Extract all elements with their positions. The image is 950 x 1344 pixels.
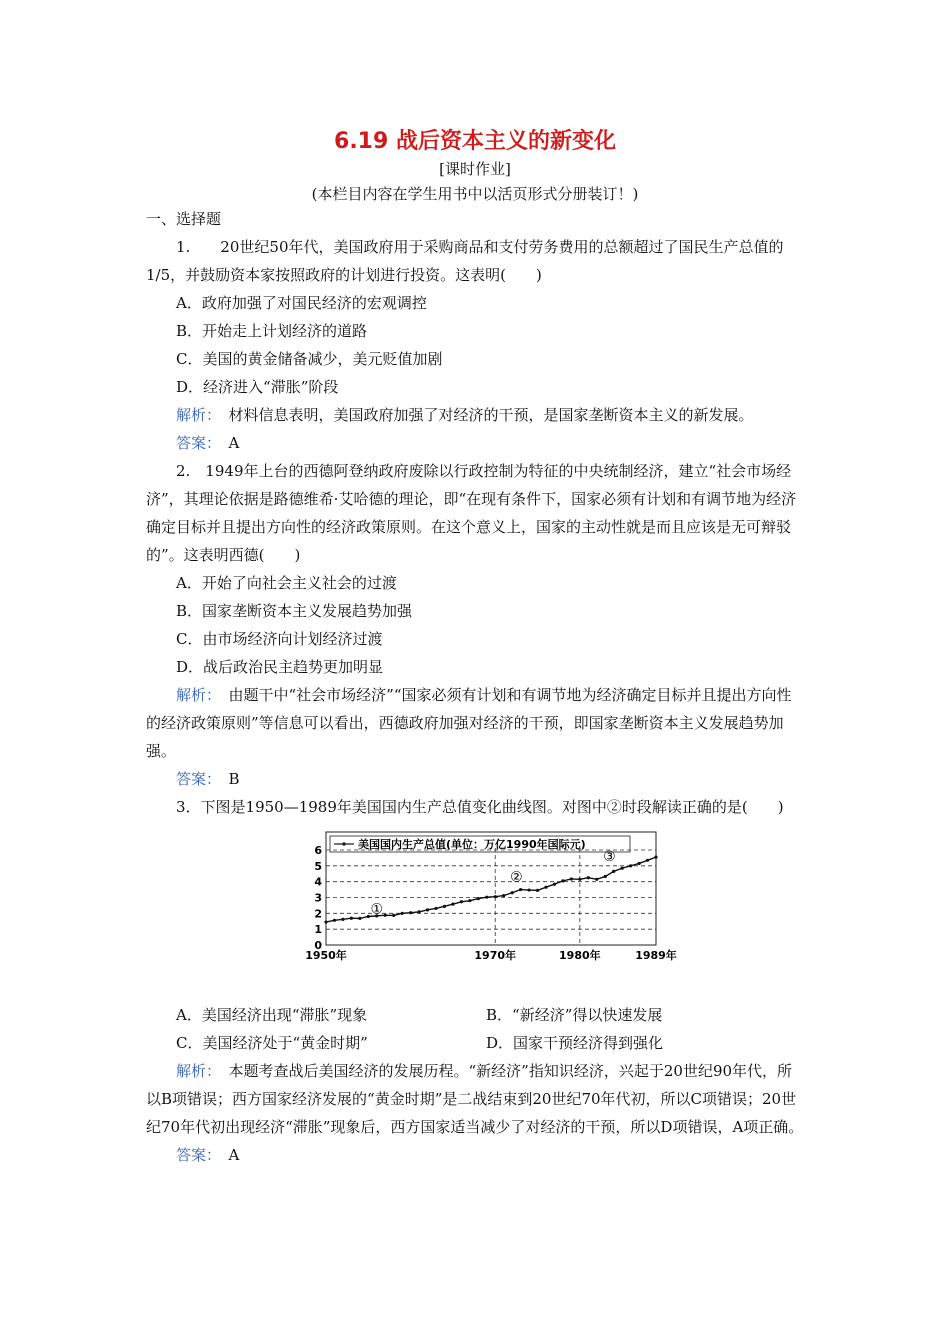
question-2-stem: 2. 1949年上台的西德阿登纳政府废除以行政控制为特征的中央统制经济，建立“社会市场经济”，其理论依据是路德维希·艾哈德的理论，即“在现有条件下，国家必须有计划和有调节地为经济确定目标并且提出方向性的经济政策原则。在这个意义上，国家的主动性就是而且应该是无可辩驳的”。这表明西德( ) <box>146 462 797 564</box>
question-1-analysis <box>146 401 806 429</box>
gdp-data-point <box>519 888 522 891</box>
period-annotation: ③ <box>603 849 616 866</box>
gdp-data-point <box>426 908 429 911</box>
gdp-data-point <box>434 907 437 910</box>
question-2-option-a: A．开始了向社会主义社会的过渡 <box>176 574 397 592</box>
subtitle-note: (本栏目内容在学生用书中以活页形式分册装订！) <box>311 185 639 203</box>
question-3-option-c: C．美国经济处于“黄金时期” <box>176 1034 368 1052</box>
legend-marker <box>342 842 346 846</box>
period-annotation: ① <box>370 901 384 918</box>
analysis-label: 解析： <box>176 406 214 424</box>
question-3-analysis <box>146 1057 806 1141</box>
question-1-option-a: A．政府加强了对国民经济的宏观调控 <box>176 294 427 312</box>
y-tick-label: 3 <box>314 891 322 905</box>
gdp-data-point <box>451 903 454 906</box>
gdp-data-point <box>604 875 607 878</box>
gdp-data-point <box>324 920 327 923</box>
gdp-data-point <box>587 876 590 879</box>
gdp-data-point <box>621 867 624 870</box>
question-1-answer <box>146 429 806 457</box>
gdp-data-point <box>637 862 640 865</box>
answer-label: 答案： <box>176 770 214 788</box>
question-1-option-c: C．美国的黄金储备减少，美元贬值加剧 <box>176 350 443 368</box>
x-tick-label: 1970年 <box>474 949 517 962</box>
gdp-data-point <box>477 897 480 900</box>
period-annotation: ② <box>510 869 523 886</box>
question-1-option-b: B．开始走上计划经济的道路 <box>176 322 368 340</box>
question-2-option-d: D．战后政治民主趋势更加明显 <box>176 658 384 676</box>
gdp-data-point <box>401 912 404 915</box>
subtitle-homework: [课时作业] <box>439 160 511 178</box>
gdp-data-point <box>595 878 598 881</box>
analysis-label: 解析： <box>176 686 214 704</box>
gdp-data-point <box>367 915 370 918</box>
y-tick-label: 1 <box>314 923 322 937</box>
gdp-data-point <box>417 910 420 913</box>
y-tick-label: 6 <box>314 844 322 857</box>
gdp-data-point <box>629 864 632 867</box>
question-2-option-b: B．国家垄断资本主义发展趋势加强 <box>176 602 413 620</box>
y-tick-label: 2 <box>314 907 322 921</box>
answer-label: 答案： <box>176 434 214 452</box>
gdp-data-point <box>392 914 395 917</box>
analysis-text: 本题考查战后美国经济的发展历程。“新经济”指知识经济，兴起于20世纪90年代，所以B项错误；西方国家经济发展的“黄金时期”是二战结束到20世纪70年代初，所以C项错误；20世纪70年代初出现经济“滞胀”现象后，西方国家适当减少了对经济的干预，所以D项错误，A项正确。 <box>146 1062 804 1136</box>
question-2-analysis <box>146 681 806 765</box>
answer-value: A <box>213 1146 240 1164</box>
gdp-data-point <box>553 883 556 886</box>
gdp-chart <box>146 825 806 997</box>
gdp-data-point <box>494 895 497 898</box>
gdp-data-point <box>561 879 564 882</box>
gdp-data-point <box>646 859 649 862</box>
question-3-option-a: A．美国经济出现“滞胀”现象 <box>176 1006 368 1024</box>
gdp-data-point <box>485 896 488 899</box>
question-1-stem: 1. 20世纪50年代，美国政府用于采购商品和支付劳务费用的总额超过了国民生产总值的1/5，并鼓励资本家按照政府的计划进行投资。这表明( ) <box>146 238 784 284</box>
gdp-data-point <box>409 911 412 914</box>
question-3-answer <box>146 1141 806 1169</box>
gdp-data-point <box>527 888 530 891</box>
gdp-data-point <box>358 917 361 920</box>
gdp-data-point <box>333 919 336 922</box>
gdp-data-point <box>536 889 539 892</box>
legend-label: 美国国内生产总值(单位：万亿1990年国际元) <box>358 838 586 851</box>
question-3-options-row-1 <box>146 1001 806 1029</box>
x-tick-label: 1950年 <box>305 949 347 962</box>
gdp-data-point <box>612 870 615 873</box>
question-3-stem: 3．下图是1950—1989年美国国内生产总值变化曲线图。对图中②时段解读正确的是( ) <box>176 798 784 816</box>
page-title: 6.19 战后资本主义的新变化 <box>334 129 616 154</box>
gdp-data-point <box>468 899 471 902</box>
y-tick-label: 0 <box>314 939 322 952</box>
answer-label: 答案： <box>176 1146 214 1164</box>
question-1-option-d: D．经济进入“滞胀”阶段 <box>176 378 339 396</box>
question-3-option-b: B．“新经济”得以快速发展 <box>486 1006 663 1024</box>
gdp-data-point <box>544 886 547 889</box>
gdp-data-point <box>384 914 387 917</box>
gdp-data-point <box>511 891 514 894</box>
question-3-options-row-2 <box>146 1029 806 1057</box>
question-3-option-d: D．国家干预经济得到强化 <box>486 1034 664 1052</box>
gdp-data-point <box>341 918 344 921</box>
gdp-data-point <box>443 905 446 908</box>
answer-value: B <box>213 770 240 788</box>
gdp-line-chart <box>146 825 806 997</box>
gdp-data-point <box>460 900 463 903</box>
section-heading: 一、选择题 <box>146 210 222 228</box>
gdp-data-point <box>578 878 581 881</box>
gdp-data-point <box>502 894 505 897</box>
question-2-answer <box>146 765 806 793</box>
y-tick-label: 5 <box>314 859 322 873</box>
y-tick-label: 4 <box>314 875 322 889</box>
gdp-data-point <box>350 917 353 920</box>
analysis-text: 材料信息表明，美国政府加强了对经济的干预，是国家垄断资本主义的新发展。 <box>213 406 754 424</box>
analysis-text: 由题干中“社会市场经济”“国家必须有计划和有调节地为经济确定目标并且提出方向性的经济政策原则”等信息可以看出，西德政府加强对经济的干预，即国家垄断资本主义发展趋势加强。 <box>146 686 792 760</box>
question-2-option-c: C．由市场经济向计划经济过渡 <box>176 630 383 648</box>
gdp-data-point <box>570 877 573 880</box>
x-tick-label: 1989年 <box>635 949 677 962</box>
x-tick-label: 1980年 <box>559 949 601 962</box>
document-body <box>146 205 806 1169</box>
answer-value: A <box>213 434 240 452</box>
analysis-label: 解析： <box>176 1062 214 1080</box>
gdp-data-point <box>654 856 657 859</box>
